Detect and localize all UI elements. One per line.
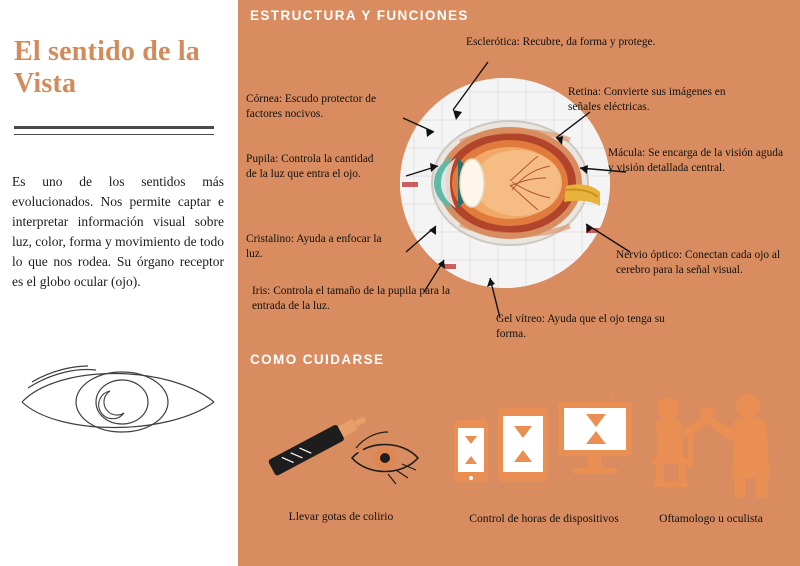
label-cornea: Córnea: Escudo protector de factores nocivos. (246, 93, 376, 120)
label-pupila: Pupila: Controla la cantidad de la luz que entra el ojo. (246, 153, 374, 180)
care-caption-colirio: Llevar gotas de colirio (288, 510, 394, 523)
label-iris: Iris: Controla el tamaño de la pupila para la entrada de la luz. (252, 285, 451, 312)
svg-text:z: z (538, 404, 543, 415)
right-panel (238, 0, 800, 566)
left-panel (0, 0, 238, 566)
label-retina: Retina: Convierte sus imágenes en señales eléctricas. (568, 86, 726, 113)
section-title-structure: ESTRUCTURA Y FUNCIONES (250, 8, 469, 23)
care-caption-dispositivos: Control de horas de dispositivos (469, 512, 619, 525)
devices-clock-icon (450, 392, 640, 502)
label-nervio-optico: Nervio óptico: Conectan cada ojo al cerebro para la señal visual. (616, 249, 781, 276)
label-macula: Mácula: Se encarga de la visión aguda y visión detallada central. (608, 147, 784, 174)
eye-line-icon (18, 358, 218, 438)
label-cristalino: Cristalino: Ayuda a enfocar la luz. (246, 233, 382, 260)
section-title-care: COMO CUIDARSE (250, 352, 385, 367)
care-caption-oftalmologo: Oftamologo u oculista (659, 512, 763, 525)
svg-text:z: z (610, 392, 615, 403)
divider-thin (14, 134, 214, 135)
label-gel-vitreo: Gel vítreo: Ayuda que el ojo tenga su forma. (496, 313, 665, 340)
eye-doctor-icon (638, 382, 788, 507)
svg-text:z: z (480, 414, 485, 425)
divider-thick (14, 126, 214, 129)
intro-paragraph: Es uno de los sentidos más evolucionados. Nos permite captar e interpretar información visual sobre luz, color, forma y movimiento de todo lo que nos rodea. Su órgano receptor es el globo ocular (ojo). (12, 174, 224, 289)
label-esclerotica: Esclerótica: Recubre, da forma y protege. (466, 36, 656, 48)
page-title: El sentido de la Vista (14, 36, 201, 99)
eyedrops-icon (256, 400, 426, 500)
